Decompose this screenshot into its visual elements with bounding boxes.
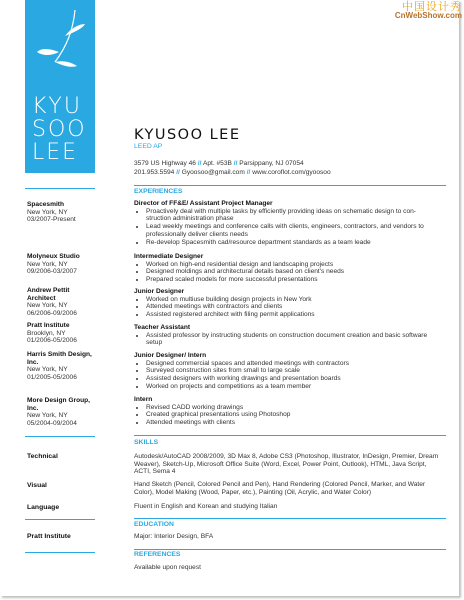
job-bullets (134, 261, 439, 284)
skills-language: Fluent in English and Korean and studying Italian (134, 503, 278, 510)
employment-dates: 01/2006-05/2006 (27, 337, 77, 345)
job-entry (134, 324, 439, 347)
city: Parsippany, NJ 07054 (239, 160, 304, 167)
employment-dates: 05/2004-09/2004 (27, 419, 77, 427)
job-entry (134, 253, 439, 284)
bullet: • Worked on projects and competitions as a team member (146, 383, 439, 391)
bullet: • Re-develop Spacesmith cad/resource department standards as a team leade (146, 239, 439, 247)
section-title-education: EDUCATION (134, 521, 174, 528)
separator: // (197, 160, 202, 167)
employer-name: Harris Smith Design, Inc. (27, 351, 92, 366)
employer-entry (27, 351, 99, 381)
bullet: • Lead weekly meetings and conference calls with clients, engineers, contractors, and vendors to professionally deliver clients needs (146, 223, 439, 238)
employer-location: New York, NY (27, 260, 68, 268)
credential: LEED AP (134, 143, 163, 150)
apartment: Apt. #53B (202, 160, 232, 167)
employer-name: Pratt Institute (27, 322, 70, 329)
divider (134, 518, 446, 519)
bullet: • Proactively deal with multiple tasks by efficiently providing ideas on schematic design to con-struction administration phase (146, 208, 439, 223)
job-title: Director of FF&E/ Assistant Project Manager (134, 200, 273, 207)
job-title: Junior Designer (134, 288, 185, 295)
bullet: • Attended meetings with contractors and clients (146, 303, 439, 311)
skill-label-visual: Visual (27, 482, 47, 489)
employment-dates: 09/2006-03/2007 (27, 268, 77, 276)
bullet: • Worked on multiuse building design projects in New York (146, 296, 439, 304)
website-link[interactable]: www.coroflot.com/gyoosoo (252, 169, 331, 176)
bullet: • Attended meetings with clients (146, 419, 439, 427)
job-bullets (134, 208, 439, 247)
employer-name: More Design Group, Inc. (27, 397, 91, 412)
job-title: Teacher Assistant (134, 324, 191, 331)
education-school: Pratt Institute (27, 533, 71, 540)
employer-entry (27, 397, 99, 427)
monogram-line-1: KYU (32, 94, 82, 119)
job-bullets (134, 296, 439, 319)
employer-name: Molyneux Studio (27, 253, 80, 260)
employer-name: Andrew Pettit Architect (27, 287, 70, 302)
section-title-experiences: EXPERIENCES (134, 188, 183, 195)
employer-entry (27, 201, 107, 224)
address: 3579 US Highway 46 (134, 160, 196, 167)
divider (25, 188, 95, 189)
employer-location: Brooklyn, NY (27, 329, 66, 337)
employer-entry (27, 287, 83, 317)
candidate-name: KYUSOO LEE (134, 127, 241, 143)
separator: // (246, 169, 251, 176)
job-entry (134, 288, 439, 319)
job-bullets (134, 360, 439, 391)
job-bullets (134, 404, 439, 427)
employer-location: New York, NY (27, 366, 68, 374)
phone: 201.953.5594 (134, 169, 175, 176)
skill-label-language: Language (27, 504, 60, 511)
job-bullets (134, 332, 439, 347)
contact-info-line (134, 169, 331, 176)
bullet: • Created graphical presentations using Photoshop (146, 411, 439, 419)
employer-location: New York, NY (27, 302, 68, 310)
email-link[interactable]: Gyoosoo@gmail.com (181, 169, 245, 176)
monogram-line-3: LEE (32, 140, 79, 165)
references-detail: Available upon request (134, 564, 201, 571)
employment-dates: 01/2005-05/2006 (27, 373, 77, 381)
skill-label-technical: Technical (27, 453, 58, 460)
bullet: • Assisted professor by instructing students on construction document creation and basic software setup (146, 332, 439, 347)
employer-name: Spacesmith (27, 201, 65, 208)
skills-technical: Autodesk/AutoCAD 2008/2009, 3D Max 8, Adobe CS3 (Photoshop, Illustrator, InDesign, Premier, Dream Weaver), Sketch-Up, Microsoft Office Suite (Word, Excel, Power Point, Outlook), HTML, Java Script, ACTI, Sema 4 (134, 453, 439, 476)
contact-address-line (134, 160, 304, 167)
job-title: Intermediate Designer (134, 253, 204, 260)
divider (134, 549, 446, 550)
divider (25, 552, 95, 553)
watermark-chinese: 中国设计秀 (402, 0, 462, 13)
divider (25, 436, 95, 437)
employer-location: New York, NY (27, 208, 68, 216)
bullet: • Surveyed construction sites from small to large scale (146, 367, 439, 375)
job-entry (134, 396, 439, 427)
employment-dates: 06/2006-09/2006 (27, 309, 77, 317)
separator: // (176, 169, 180, 176)
education-detail: Major: Interior Design, BFA (134, 533, 214, 540)
employer-entry (27, 322, 107, 345)
section-title-references: REFERENCES (134, 551, 181, 558)
separator: // (233, 160, 238, 167)
job-title: Intern (134, 396, 153, 403)
sidebar-monogram (32, 95, 92, 164)
divider (134, 435, 446, 436)
employer-location: New York, NY (27, 412, 68, 420)
bullet: • Revised CADD working drawings (146, 404, 439, 412)
employer-entry (27, 253, 107, 276)
skills-visual: Hand Sketch (Pencil, Colored Pencil and Pen), Hand Rendering (Colored Pencil, Marker, and Water Color), Model Making (Wood, Paper, etc.), Painting (Oil, Acrylic, and Water Color) (134, 481, 426, 496)
employment-dates: 03/2007-Present (27, 216, 76, 224)
monogram-line-2: SOO (32, 117, 87, 142)
job-entry (134, 352, 439, 391)
bullet: • Worked on high-end residential design and landscaping projects (146, 261, 439, 269)
job-title: Junior Designer/ Intern (134, 352, 207, 359)
leaf-icon (33, 6, 88, 86)
watermark-english: CnWebShow.com (394, 11, 462, 20)
bullet: • Designed commercial spaces and attended meetings with contractors (146, 360, 439, 368)
site-watermark (395, 1, 462, 20)
divider (25, 519, 95, 520)
bullet: • Prepared scaled models for more successful presentations (146, 276, 439, 284)
bullet: • Assisted designers with working drawings and presentation boards (146, 375, 439, 383)
section-title-skills: SKILLS (134, 439, 159, 446)
job-entry (134, 200, 439, 246)
bullet: • Designed moldings and architectural details based on client's needs (146, 268, 439, 276)
bullet: • Assisted registered architect with filing permit applications (146, 311, 439, 319)
sidebar-name-bar (25, 0, 95, 173)
divider (134, 185, 446, 186)
